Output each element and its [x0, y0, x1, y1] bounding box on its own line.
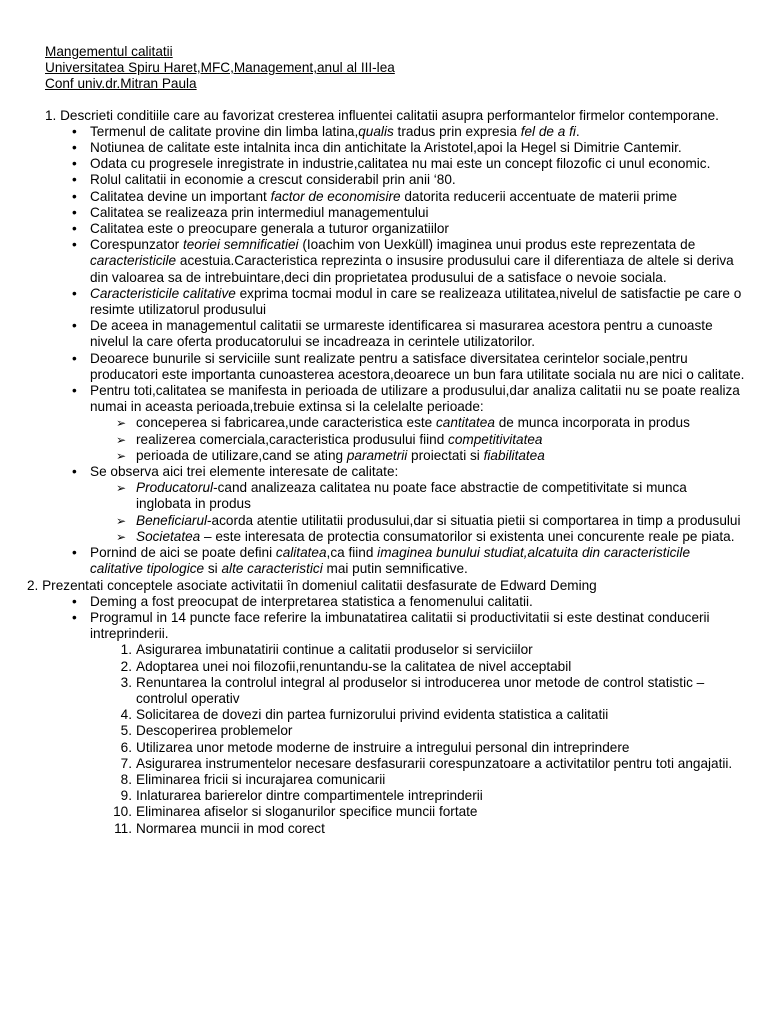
list-item: • Notiunea de calitate este intalnita inca din antichitate la Aristotel,apoi la Hegel si Dimitrie Cantemir. — [72, 140, 682, 156]
course-title: Mangementul calitatii — [45, 44, 173, 59]
bullet-icon: • — [72, 237, 77, 253]
arrow-icon: ➢ — [116, 416, 127, 431]
arrow-icon: ➢ — [116, 513, 127, 528]
numbered-item: 8. Eliminarea fricii si incurajarea comunicarii — [120, 771, 386, 787]
numbered-item: 4. Solicitarea de dovezi din partea furnizorului privind evidenta statistica a calitatii — [120, 707, 609, 723]
sub-list-item: ➢ Producatorul-cand analizeaza calitatea nu poate face abstractie de competitivitate si munca inglobata in produs — [116, 480, 687, 512]
list-item: • Programul in 14 puncte face referire la imbunatatirea calitatii si productivitatii si este destinat conducerii intreprinderii. — [72, 609, 710, 642]
numbered-item: 10. Eliminarea afiselor si sloganurilor specifice muncii fortate — [113, 804, 478, 820]
author-line: Conf univ.dr.Mitran Paula — [45, 76, 197, 92]
bullet-icon: • — [72, 285, 77, 301]
bullet-icon: • — [72, 383, 77, 399]
arrow-icon: ➢ — [116, 481, 127, 496]
bullet-icon: • — [72, 123, 77, 139]
bullet-icon: • — [72, 593, 77, 609]
bullet-icon: • — [72, 221, 77, 237]
numbered-item: 1. Asigurarea imbunatatirii continue a calitatii produselor si serviciilor — [120, 642, 533, 658]
list-item: • Odata cu progresele inregistrate in industrie,calitatea nu mai este un concept filozofic ci unul economic. — [72, 156, 711, 172]
numbered-item: 2. Adoptarea unei noi filozofii,renuntandu-se la calitatea de nivel acceptabil — [120, 658, 572, 674]
university-line: Universitatea Spiru Haret,MFC,Management,anul al III-lea — [45, 60, 395, 76]
list-item: • Caracteristicile calitative exprima tocmai modul in care se realizeaza utilitatea,nivelul de satisfactie pe care o resimte utilizatorul produsului — [72, 285, 742, 318]
bullet-icon: • — [72, 156, 77, 172]
document-page — [27, 44, 745, 837]
list-item: • Deoarece bunurile si serviciile sunt realizate pentru a satisface diversitatea cerintelor sociale,pentru producatori este importanta cunoasterea acestora,deoarece un bun fara utilitate sociala nu are nici o calitate. — [72, 350, 745, 382]
list-item: • De aceea in managementul calitatii se urmareste identificarea si masurarea acestora pentru a cunoaste nivelul la care oferta producatorului se incadreaza in cerintele utilizatorilor. — [72, 318, 713, 350]
bullet-icon: • — [72, 172, 77, 188]
numbered-item: 5. Descoperirea problemelor — [120, 723, 293, 739]
bullet-icon: • — [72, 140, 77, 156]
list-item: • Se observa aici trei elemente interesate de calitate: ➢ Producatorul-cand analizeaza calitatea nu poate face abstractie de competitivitate si munca inglobata in produs ➢ Beneficiarul-acorda atentie utilitatii produsului,dar si situatia pietii si comportarea in timp a produsului ➢ Societatea – este interesata de protectia consumatorilor si existenta unei concurente reale pe piata. — [90, 464, 745, 545]
bullet-icon: • — [72, 318, 77, 334]
arrow-icon: ➢ — [116, 448, 127, 463]
numbered-item: 11. Normarea muncii in mod corect — [114, 820, 325, 836]
list-item: • Rolul calitatii in economie a crescut considerabil prin anii ‘80. — [72, 172, 456, 188]
list-item: • Termenul de calitate provine din limba latina,qualis tradus prin expresia fel de a fi. — [72, 123, 580, 139]
deming-points-list — [45, 642, 745, 836]
sub-list-item: ➢ realizerea comerciala,caracteristica produsului fiind competitivitatea — [116, 431, 543, 447]
list-item: • Pornind de aici se poate defini calitatea,ca fiind imaginea bunului studiat,alcatuita din caracteristicile calitative tipologice si alte caracteristici mai putin semnificative. — [72, 545, 691, 577]
question-2: 2. Prezentati conceptele asociate activitatii în domeniul calitatii desfasurate de Edward Deming — [27, 577, 597, 593]
list-item: • Deming a fost preocupat de interpretarea statistica a fenomenului calitatii. — [72, 593, 533, 609]
bullet-icon: • — [72, 609, 77, 625]
numbered-item: 7. Asigurarea instrumentelor necesare desfasurarii corespunzatoare a activitatilor pentru toti angajatii. — [120, 755, 733, 771]
periods-sublist — [90, 415, 745, 464]
sub-list-item: ➢ perioada de utilizare,cand se ating parametrii proiectati si fiabilitatea — [116, 447, 545, 463]
bullet-icon: • — [72, 350, 77, 366]
sub-list-item: ➢ conceperea si fabricarea,unde caracteristica este cantitatea de munca incorporata in produs — [116, 415, 690, 431]
arrow-icon: ➢ — [116, 529, 127, 544]
list-item: • Corespunzator teoriei semnificatiei (Ioachim von Uexküll) imaginea unui produs este reprezentata de caracteristicile acestuia.Caracteristica reprezinta o insusire produsului care il diferentiaza de altele si deriva din valoarea sa de intrebuintare,deci din proprietatea produsului de a satisface o nevoie sociala. — [72, 237, 734, 285]
list-item: • Calitatea se realizeaza prin intermediul managementului — [72, 204, 429, 220]
bullet-icon: • — [72, 204, 77, 220]
bullet-icon: • — [72, 545, 77, 561]
question-1-bullets — [45, 124, 745, 578]
question-1: 1. Descrieti conditiile care au favorizat cresterea influentei calitatii asupra performantelor firmelor contemporane. — [45, 107, 719, 123]
numbered-item: 3. Renuntarea la controlul integral al produselor si introducerea unor metode de control statistic – controlul operativ — [120, 674, 705, 706]
arrow-icon: ➢ — [116, 432, 127, 447]
numbered-item: 9. Inlaturarea barierelor dintre compartimentele intreprinderii — [120, 788, 483, 804]
stakeholders-sublist — [90, 480, 745, 545]
numbered-item: 6. Utilizarea unor metode moderne de instruire a intregului personal din intreprindere — [120, 739, 630, 755]
list-item: • Calitatea este o preocupare generala a tuturor organizatiilor — [72, 221, 449, 237]
question-2-bullets — [45, 594, 745, 643]
bullet-icon: • — [72, 464, 77, 480]
sub-list-item: ➢ Societatea – este interesata de protectia consumatorilor si existenta unei concurente reale pe piata. — [116, 528, 735, 544]
list-item: • Pentru toti,calitatea se manifesta in perioada de utilizare a produsului,dar analiza calitatii nu se poate realiza numai in aceasta perioada,trebuie extinsa si la celelalte perioade: ➢ conceperea si fabricarea,unde caracteristica este cantitatea de munca incorporata in produs ➢ realizerea comerciala,caracteristica produsului fiind competitivitatea ➢ perioada de utilizare,cand se ating parametrii proiectati si fiabilitatea — [90, 383, 745, 464]
sub-list-item: ➢ Beneficiarul-acorda atentie utilitatii produsului,dar si situatia pietii si comportarea in timp a produsului — [116, 512, 741, 528]
bullet-icon: • — [72, 188, 77, 204]
list-item: • Calitatea devine un important factor de economisire datorita reducerii accentuate de materii prime — [72, 188, 678, 204]
